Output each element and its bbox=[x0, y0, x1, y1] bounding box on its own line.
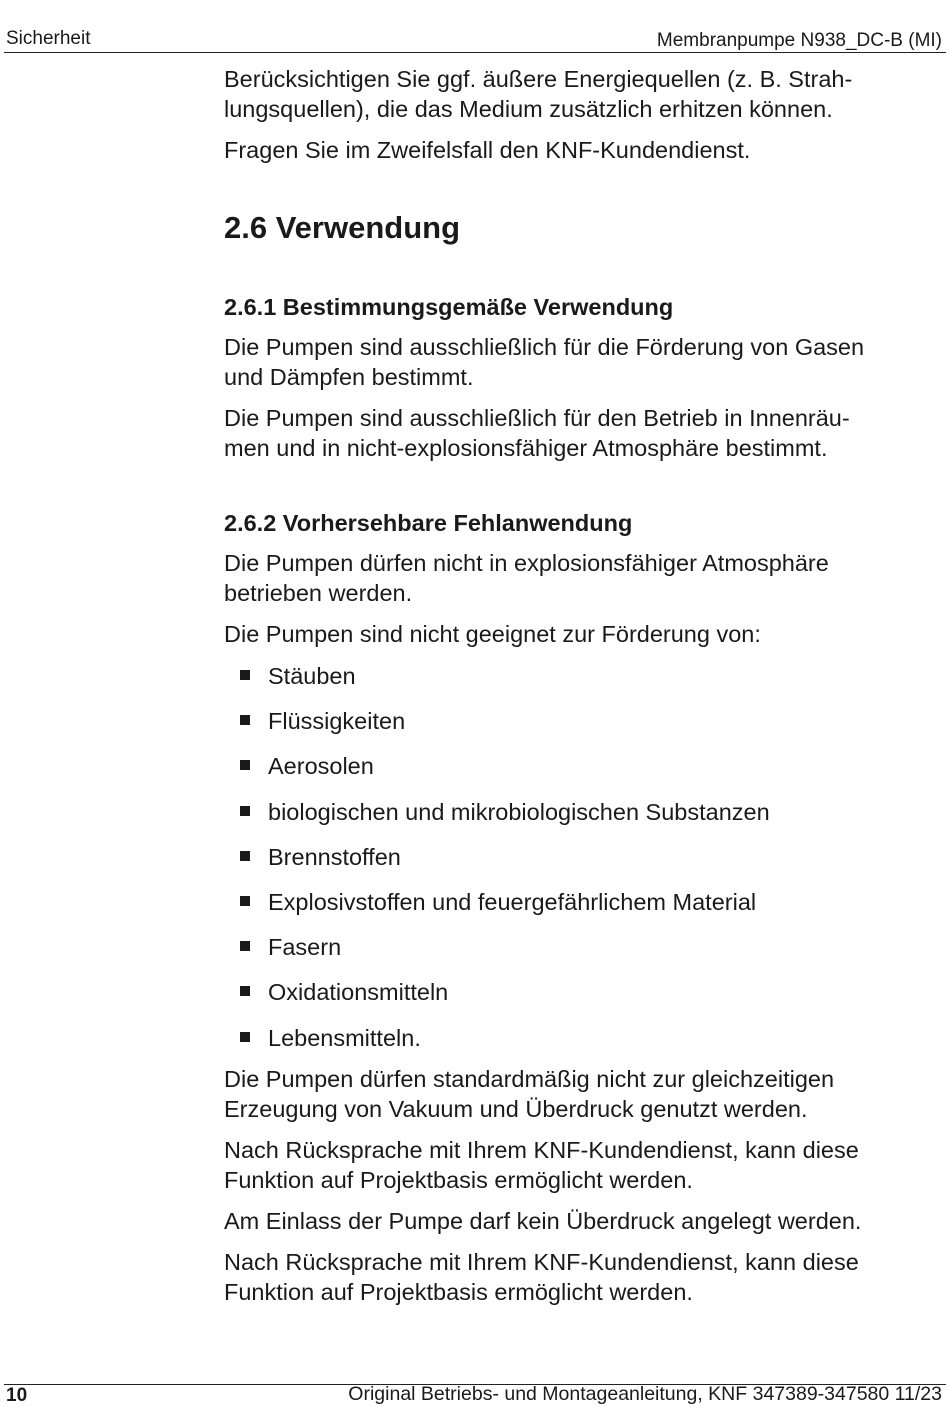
list-item bbox=[224, 706, 934, 736]
intended-use-paragraph-2 bbox=[224, 403, 934, 463]
bullet-square-icon bbox=[240, 896, 250, 906]
text-line: Funktion auf Projektbasis ermöglicht werden. bbox=[224, 1278, 693, 1305]
bullet-square-icon bbox=[240, 715, 250, 725]
list-item bbox=[224, 842, 934, 872]
list-item bbox=[224, 661, 934, 691]
misuse-paragraph-5: Am Einlass der Pumpe darf kein Überdruck angelegt werden. bbox=[224, 1207, 862, 1234]
list-item bbox=[224, 887, 934, 917]
intro-note: Fragen Sie im Zweifelsfall den KNF-Kundendienst. bbox=[224, 137, 751, 163]
section-heading-2-6: 2.6 Verwendung bbox=[224, 210, 461, 245]
footer-document-reference: Original Betriebs- und Montageanleitung, KNF 347389-347580 11/23 bbox=[348, 1383, 942, 1405]
header-product-title: Membranpumpe N938_DC-B (MI) bbox=[656, 30, 942, 51]
list-item-text: Stäuben bbox=[268, 663, 356, 689]
text-line: Die Pumpen sind ausschließlich für den Betrieb in Innenräu- bbox=[224, 405, 850, 431]
text-line: Funktion auf Projektbasis ermöglicht werden. bbox=[224, 1166, 693, 1193]
text-line: Nach Rücksprache mit Ihrem KNF-Kundendienst, kann diese bbox=[224, 1248, 859, 1275]
text-line: Die Pumpen dürfen nicht in explosionsfähiger Atmosphäre bbox=[224, 550, 829, 576]
list-item-text: Brennstoffen bbox=[268, 843, 401, 870]
text-line: Erzeugung von Vakuum und Überdruck genutzt werden. bbox=[224, 1095, 808, 1122]
list-item-text: Aerosolen bbox=[268, 753, 374, 780]
page-content bbox=[224, 64, 934, 1318]
bullet-square-icon bbox=[240, 941, 250, 951]
header-section-title: Sicherheit bbox=[6, 28, 91, 49]
list-item-text: biologischen und mikrobiologischen Substanzen bbox=[268, 798, 770, 825]
misuse-paragraph-3 bbox=[224, 1064, 934, 1124]
intended-use-paragraph-1 bbox=[224, 332, 934, 392]
list-item bbox=[224, 1023, 934, 1053]
list-item bbox=[224, 751, 934, 781]
list-item bbox=[224, 977, 934, 1007]
section-heading-2-6-2: 2.6.2 Vorhersehbare Fehlanwendung bbox=[224, 510, 633, 536]
bullet-square-icon bbox=[240, 670, 250, 680]
intro-paragraph bbox=[224, 64, 934, 124]
list-item-text: Explosivstoffen und feuergefährlichem Material bbox=[268, 888, 757, 915]
text-line: lungsquellen), die das Medium zusätzlich erhitzen können. bbox=[224, 96, 833, 122]
text-line: und Dämpfen bestimmt. bbox=[224, 364, 474, 390]
list-item-text: Fasern bbox=[268, 934, 342, 961]
list-item-text: Oxidationsmitteln bbox=[268, 979, 449, 1006]
misuse-paragraph-6 bbox=[224, 1247, 934, 1307]
bullet-square-icon bbox=[240, 851, 250, 861]
unsuitable-media-list bbox=[224, 661, 934, 1053]
text-line: betrieben werden. bbox=[224, 580, 413, 606]
misuse-list-intro: Die Pumpen sind nicht geeignet zur Förderung von: bbox=[224, 621, 761, 647]
header-divider bbox=[4, 52, 946, 53]
list-item bbox=[224, 932, 934, 962]
page-number: 10 bbox=[6, 1385, 28, 1406]
section-heading-2-6-1: 2.6.1 Bestimmungsgemäße Verwendung bbox=[224, 294, 674, 320]
text-line: Die Pumpen dürfen standardmäßig nicht zur gleichzeitigen bbox=[224, 1065, 835, 1092]
bullet-square-icon bbox=[240, 1032, 250, 1042]
bullet-square-icon bbox=[240, 760, 250, 770]
misuse-paragraph-4 bbox=[224, 1135, 934, 1195]
text-line: Die Pumpen sind ausschließlich für die Förderung von Gasen bbox=[224, 334, 865, 360]
list-item-text: Flüssigkeiten bbox=[268, 708, 406, 735]
text-line: Nach Rücksprache mit Ihrem KNF-Kundendienst, kann diese bbox=[224, 1136, 859, 1163]
misuse-paragraph-1 bbox=[224, 548, 934, 608]
text-line: Berücksichtigen Sie ggf. äußere Energiequellen (z. B. Strah- bbox=[224, 66, 853, 92]
bullet-square-icon bbox=[240, 806, 250, 816]
text-line: men und in nicht-explosionsfähiger Atmosphäre bestimmt. bbox=[224, 435, 828, 461]
list-item bbox=[224, 797, 934, 827]
list-item-text: Lebensmitteln. bbox=[268, 1024, 421, 1051]
bullet-square-icon bbox=[240, 986, 250, 996]
